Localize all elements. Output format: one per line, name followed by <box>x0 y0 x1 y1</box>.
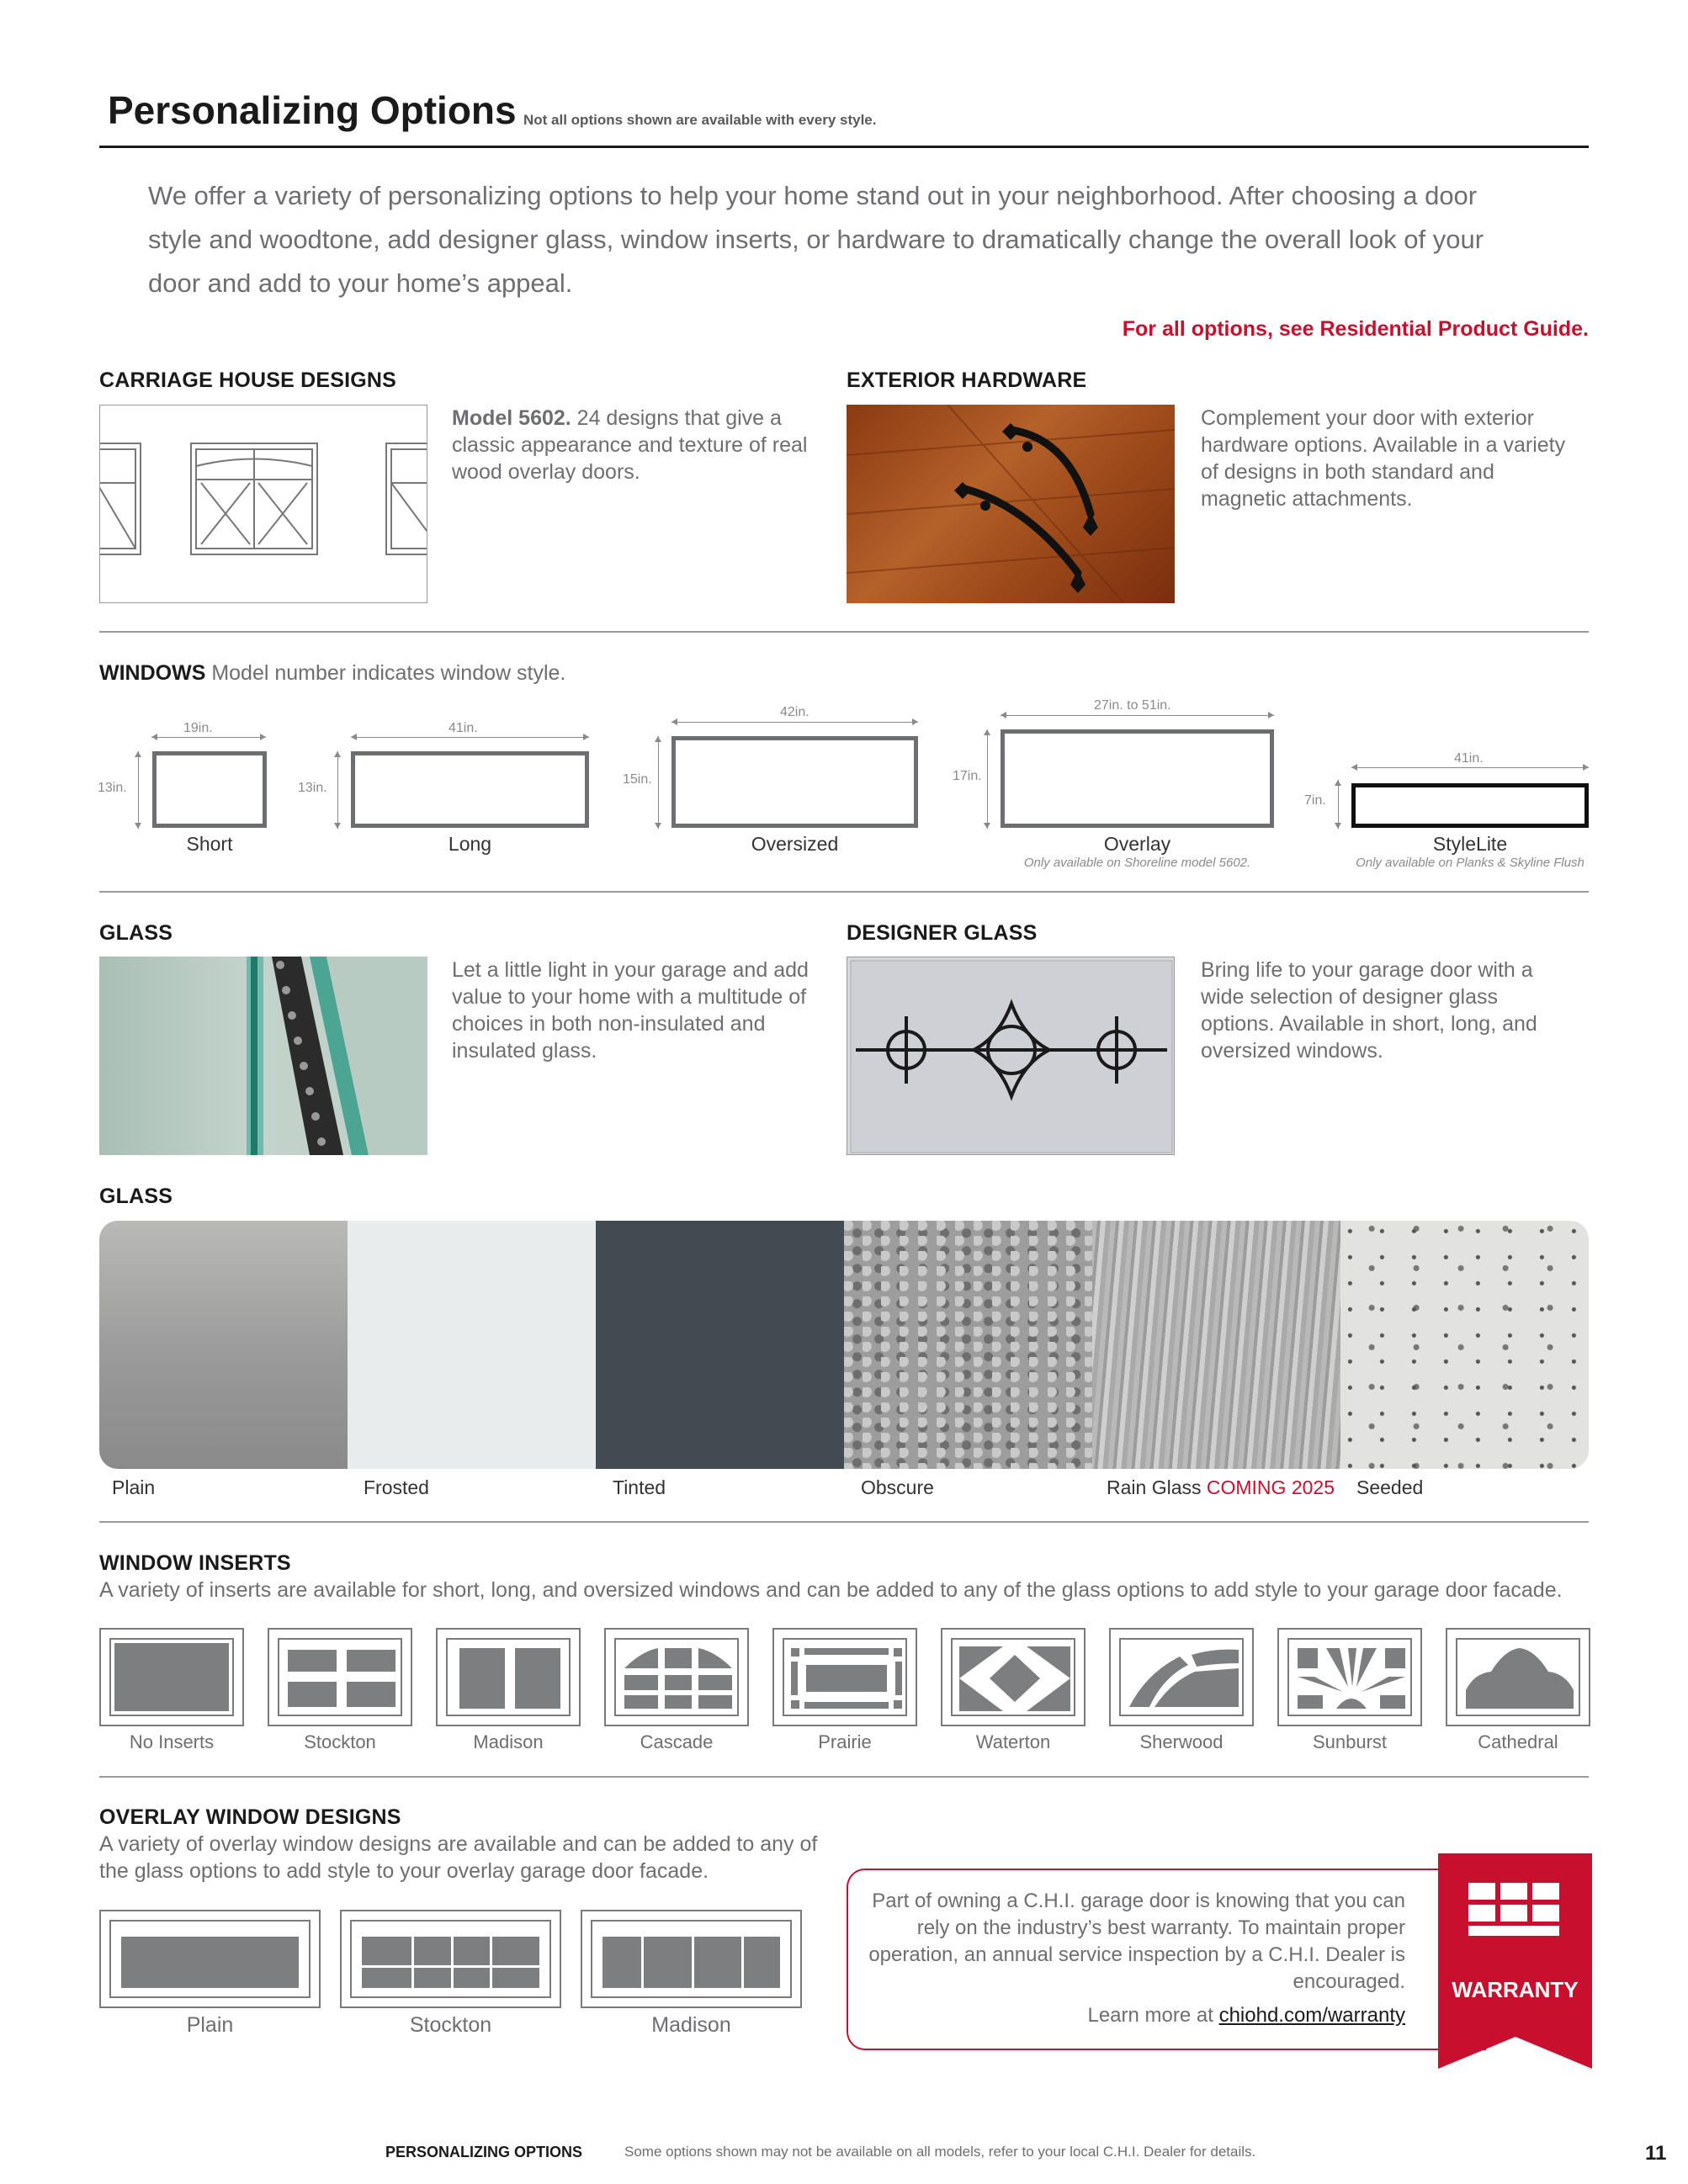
warranty-badge <box>1438 1853 1592 2069</box>
insert-stockton[interactable] <box>268 1628 412 1726</box>
rule-2 <box>99 891 1589 893</box>
carriage-image <box>99 405 427 603</box>
warranty-text: Part of owning a C.H.I. garage door is knowing that you can rely on the industry’s best warranty. To maintain proper operation, an annual service inspection by a C.H.I. Dealer is encouraged. <box>868 1890 1405 1993</box>
warranty-link[interactable]: chiohd.com/warranty <box>1218 2004 1405 2027</box>
swatch-label-frosted: Frosted <box>364 1476 429 1498</box>
carriage-heading: CARRIAGE HOUSE DESIGNS <box>99 368 397 392</box>
oversized-width-line <box>671 722 918 723</box>
swatch-plain <box>99 1221 348 1469</box>
window-stylelite <box>1351 783 1589 828</box>
insert-no-inserts[interactable] <box>99 1628 244 1726</box>
page-title: Personalizing Options <box>108 88 517 132</box>
footer-note: Some options shown may not be available on all models, refer to your local C.H.I. Dealer for details. <box>624 2144 1256 2160</box>
inserts-text: A variety of inserts are available for short, long, and oversized windows and can be added to any of the glass options to add style to your garage door facade. <box>99 1578 1563 1602</box>
swatch-label-obscure: Obscure <box>861 1476 934 1498</box>
insert-sunburst[interactable] <box>1277 1628 1422 1726</box>
hardware-heading: EXTERIOR HARDWARE <box>847 368 1087 392</box>
overlay-stockton[interactable] <box>340 1910 561 2008</box>
overlay-label-plain: Plain <box>186 2013 234 2037</box>
designer-glass-text: Bring life to your garage door with a wide selection of designer glass options. Available in short, long, and oversized windows. <box>1201 958 1537 1063</box>
swatch-label-seeded: Seeded <box>1356 1476 1424 1498</box>
insert-madison[interactable] <box>436 1628 581 1726</box>
intro-paragraph: We offer a variety of personalizing options to help your home stand out in your neighborhood. After choosing a door style and woodtone, add designer glass, window inserts, or hardware to dramatically change the overall look of your door and add to your home’s appeal. <box>148 181 1484 298</box>
glass-text: Let a little light in your garage and add value to your home with a multitude of choices in both non-insulated and insulated glass. <box>452 958 809 1063</box>
oversized-width-label: 42in. <box>780 705 809 719</box>
insert-label-no-inserts: No Inserts <box>129 1731 215 1752</box>
insert-label-sherwood: Sherwood <box>1139 1731 1224 1752</box>
insert-label-waterton: Waterton <box>975 1731 1051 1752</box>
long-height-label: 13in. <box>298 781 327 795</box>
warranty-learn <box>867 2004 1405 2028</box>
guide-link[interactable]: For all options, see Residential Product Guide. <box>1122 317 1589 341</box>
windows-subheading: Model number indicates window style. <box>205 661 566 685</box>
warranty-learn-prefix: Learn more at <box>1087 2004 1219 2027</box>
overlay-label-madison: Madison <box>651 2013 731 2037</box>
inserts-heading: WINDOW INSERTS <box>99 1551 291 1575</box>
page-subtitle: Not all options shown are available with every style. <box>523 112 877 128</box>
short-width-line <box>151 737 266 738</box>
hardware-text: Complement your door with exterior hardware options. Available in a variety of designs in both standard and magnetic attachments. <box>1201 406 1566 511</box>
overlay-height-label: 17in. <box>953 769 982 783</box>
rule-3 <box>99 1521 1589 1523</box>
overlay-width-label: 27in. to 51in. <box>1094 698 1171 713</box>
hardware-image <box>847 405 1175 603</box>
window-long-label: Long <box>448 833 492 855</box>
long-width-line <box>351 737 589 738</box>
windows-heading-line <box>99 661 565 686</box>
rule-1 <box>99 631 1589 633</box>
overlay-height-line <box>987 729 988 829</box>
swatch-seeded <box>1340 1221 1589 1469</box>
carriage-model: Model 5602. <box>452 406 571 430</box>
designer-glass-image <box>847 957 1175 1155</box>
insert-label-cascade: Cascade <box>640 1731 714 1752</box>
insert-label-cathedral: Cathedral <box>1478 1731 1558 1752</box>
page-number: 11 <box>1645 2142 1667 2165</box>
glass-options-heading: GLASS <box>99 1185 173 1208</box>
swatch-frosted <box>348 1221 596 1469</box>
carriage-text <box>452 405 814 485</box>
overlay-text: A variety of overlay window designs are available and can be added to any of the glass options to add style to your overlay garage door facade. <box>99 1832 818 1883</box>
insert-label-sunburst: Sunburst <box>1312 1731 1388 1752</box>
window-overlay <box>1001 729 1274 828</box>
glass-heading: GLASS <box>99 921 173 945</box>
window-stylelite-label: StyleLite <box>1432 833 1508 855</box>
header-rule <box>99 146 1589 148</box>
short-height-label: 13in. <box>98 781 127 795</box>
window-oversized-label: Oversized <box>751 833 839 855</box>
stylelite-width-label: 41in. <box>1454 751 1484 766</box>
insert-cascade[interactable] <box>604 1628 749 1726</box>
window-overlay-label: Overlay <box>1103 833 1171 855</box>
window-stylelite-note: Only available on Planks & Skyline Flush <box>1356 856 1584 870</box>
rain-glass-name: Rain Glass <box>1107 1476 1202 1498</box>
window-short-label: Short <box>186 833 233 855</box>
warranty-badge-label: WARRANTY <box>1452 1977 1579 2002</box>
coming-badge: COMING 2025 <box>1206 1476 1335 1498</box>
swatch-label-tinted: Tinted <box>613 1476 666 1498</box>
short-width-label: 19in. <box>183 721 213 735</box>
short-height-line <box>138 751 139 829</box>
swatch-label-rain-glass <box>1107 1476 1335 1499</box>
insert-label-madison: Madison <box>473 1731 544 1752</box>
long-height-line <box>337 751 338 829</box>
insert-sherwood[interactable] <box>1109 1628 1254 1726</box>
insert-prairie[interactable] <box>772 1628 917 1726</box>
swatch-rain-glass <box>1092 1221 1340 1469</box>
oversized-height-line <box>658 736 659 829</box>
swatch-obscure <box>844 1221 1092 1469</box>
carriage-desc: 24 designs that give a classic appearance and texture of real wood overlay doors. <box>452 406 808 484</box>
overlay-plain[interactable] <box>99 1910 321 2008</box>
insert-label-stockton: Stockton <box>304 1731 376 1752</box>
overlay-madison[interactable] <box>581 1910 802 2008</box>
overlay-label-stockton: Stockton <box>409 2013 492 2037</box>
window-long <box>351 751 589 828</box>
stylelite-height-line <box>1338 780 1339 829</box>
stylelite-width-line <box>1351 767 1589 768</box>
overlay-width-line <box>1001 715 1274 716</box>
insert-cathedral[interactable] <box>1446 1628 1590 1726</box>
windows-heading: WINDOWS <box>99 661 206 685</box>
footer-section: PERSONALIZING OPTIONS <box>385 2144 583 2160</box>
rule-4 <box>99 1776 1589 1778</box>
long-width-label: 41in. <box>449 721 478 735</box>
oversized-height-label: 15in. <box>623 772 652 787</box>
glass-image <box>99 957 427 1155</box>
swatch-tinted <box>596 1221 844 1469</box>
window-overlay-note: Only available on Shoreline model 5602. <box>1023 856 1251 870</box>
window-oversized <box>671 736 918 828</box>
swatch-label-plain: Plain <box>112 1476 156 1498</box>
designer-glass-heading: DESIGNER GLASS <box>847 921 1038 945</box>
window-short <box>152 751 267 828</box>
overlay-heading: OVERLAY WINDOW DESIGNS <box>99 1805 401 1829</box>
stylelite-height-label: 7in. <box>1304 793 1326 808</box>
insert-label-prairie: Prairie <box>818 1731 872 1752</box>
glass-swatches <box>99 1221 1589 1469</box>
insert-waterton[interactable] <box>941 1628 1086 1726</box>
